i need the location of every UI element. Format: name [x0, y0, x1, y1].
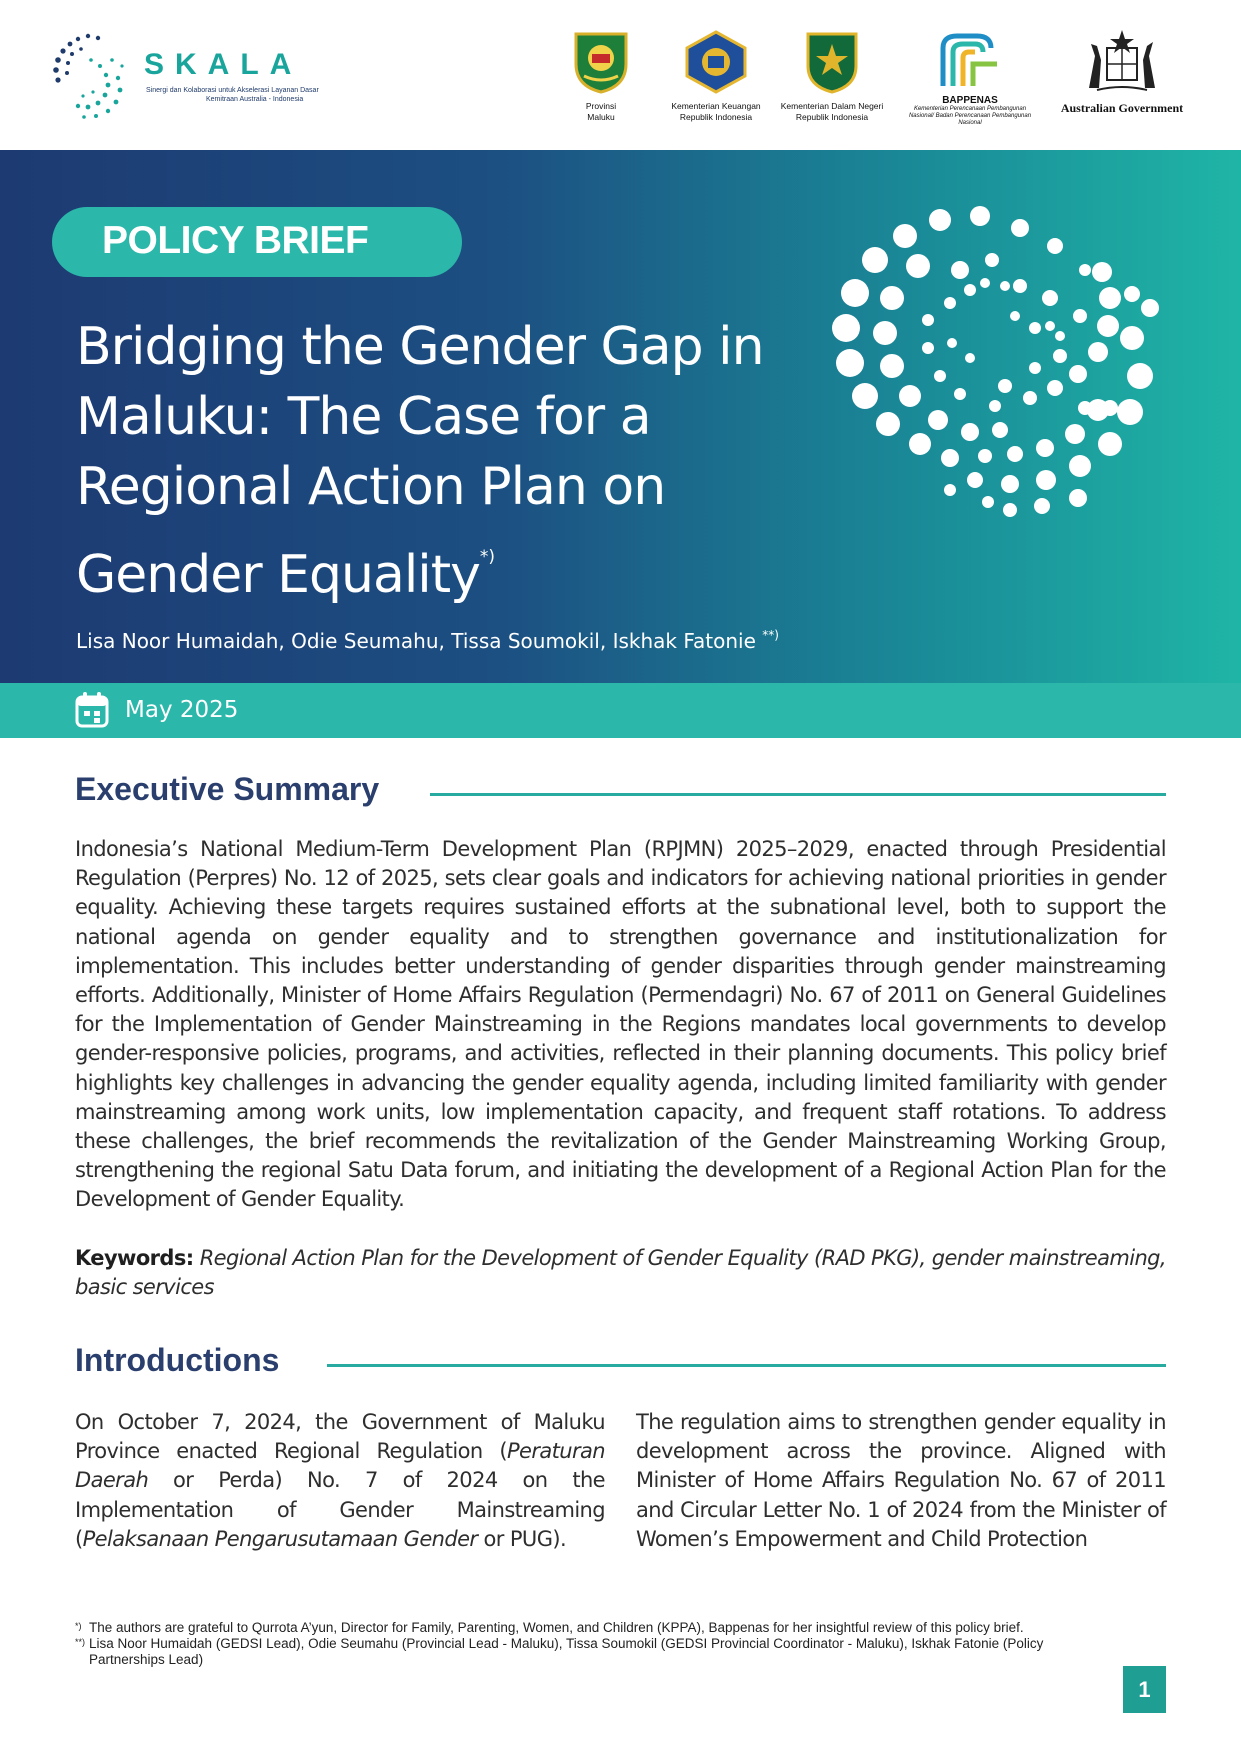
skala-spiral-icon	[48, 30, 138, 120]
footnote	[75, 1636, 1055, 1668]
skala-name: SKALA	[144, 48, 303, 81]
policy-brief-badge	[52, 207, 462, 277]
kemendagri-logo-line1: Kementerian Dalam Negeri	[780, 101, 884, 111]
intro-left-text-2: or Perda) No. 7 of 2024 on the Implementation of Gender Mainstreaming (	[75, 1468, 605, 1551]
footnote-text: The authors are grateful to Qurrota A’yun, Director for Family, Parenting, Women, and Children (KPPA), Bappenas for her insightful review of this policy brief.	[89, 1620, 1024, 1635]
kemenkeu-emblem-icon	[683, 30, 749, 94]
skala-partnership-text: Kemitraan Australia - Indonesia	[206, 96, 304, 103]
bappenas-logo-line2: Kementerian Perencanaan Pembangunan Nasional/ Badan Perencanaan Pembangunan Nasional	[908, 106, 1032, 126]
intro-left-text-1: On October 7, 2024, the Government of Maluku Province enacted Regional Regulation (	[75, 1410, 605, 1464]
maluku-logo-line2: Maluku	[587, 112, 615, 122]
executive-summary-divider	[430, 793, 1166, 796]
hero-banner	[0, 150, 1241, 683]
footnote-marker: **)	[75, 1637, 86, 1647]
keywords-label: Keywords:	[75, 1246, 194, 1270]
intro-left-text-3: or PUG).	[477, 1526, 567, 1551]
introductions-divider	[327, 1364, 1166, 1367]
introductions-right-column: The regulation aims to strengthen gender equality in development across the province. Aligned with Minister of Home Affairs Regulation No. 67 of 2011 and Circular Letter No. 1 of 2024 from the Minister of Women’s Empowerment and Child Protection	[636, 1410, 1166, 1551]
bappenas-emblem-icon	[937, 30, 1003, 90]
authors-text: Lisa Noor Humaidah, Odie Seumahu, Tissa Soumokil, Iskhak Fatonie	[76, 629, 756, 653]
keywords	[75, 1244, 1166, 1302]
bappenas-logo	[905, 30, 1035, 127]
australian-government-label: Australian Government	[1060, 101, 1184, 115]
kemendagri-emblem-icon	[802, 30, 862, 94]
publication-date: May 2025	[125, 697, 239, 723]
kemendagri-logo	[774, 30, 890, 123]
australia-coat-of-arms-icon	[1077, 26, 1167, 96]
header-logos	[0, 0, 1241, 150]
maluku-crest-icon	[572, 30, 630, 94]
page-title	[76, 312, 776, 610]
authors-footnote-marker: **)	[762, 628, 779, 642]
introductions-left-column	[75, 1408, 605, 1554]
title-footnote-marker: *)	[479, 547, 496, 567]
footnotes	[75, 1620, 1055, 1668]
page-title-text: Bridging the Gender Gap in Maluku: The Case for a Regional Action Plan on Gender Equality	[76, 317, 764, 605]
kemendagri-logo-line2: Republik Indonesia	[795, 112, 869, 122]
skala-tagline	[146, 86, 326, 104]
bappenas-logo-line1: BAPPENAS	[942, 95, 998, 106]
introductions-heading: Introductions	[75, 1342, 280, 1378]
maluku-logo	[566, 30, 636, 123]
skala-logo	[48, 30, 319, 125]
maluku-logo-line1: Provinsi	[585, 101, 617, 111]
decorative-dot-spiral	[810, 198, 1210, 598]
footnote-text: Lisa Noor Humaidah (GEDSI Lead), Odie Seumahu (Provincial Lead - Maluku), Tissa Soumokil (GEDSI Provincial Coordinator - Maluku), Iskhak Fatonie (Policy Partnerships Lead)	[89, 1636, 1044, 1667]
skala-tagline-text: Sinergi dan Kolaborasi untuk Akselerasi Layanan Dasar	[146, 87, 319, 94]
kemenkeu-logo	[658, 30, 774, 123]
keywords-text: Regional Action Plan for the Development of Gender Equality (RAD PKG), gender mainstreaming, basic services	[75, 1246, 1166, 1300]
footnote-marker: *)	[75, 1621, 82, 1631]
executive-summary-body: Indonesia’s National Medium-Term Development Plan (RPJMN) 2025–2029, enacted through Presidential Regulation (Perpres) No. 12 of 2025, sets clear goals and indicators for achieving national priorities in gender equality. Achieving these targets requires sustained efforts at the subnational level, both to support the national agenda on gender equality and to strengthen governance and institutionalization for implementation. This includes better understanding of gender disparities through gender mainstreaming efforts. Additionally, Minister of Home Affairs Regulation (Permendagri) No. 67 of 2011 on General Guidelines for the Implementation of Gender Mainstreaming in the Regions mandates local governments to develop gender-responsive policies, programs, and activities, reflected in their planning documents. This policy brief highlights key challenges in advancing the gender equality agenda, including limited familiarity with gender mainstreaming among work units, low implementation capacity, and frequent staff rotations. To address these challenges, the brief recommends the revitalization of the Gender Mainstreaming Working Group, strengthening the regional Satu Data forum, and initiating the development of a Regional Action Plan for the Development of Gender Equality.	[75, 837, 1166, 1212]
kemenkeu-logo-line1: Kementerian Keuangan	[671, 101, 761, 111]
footnote	[75, 1620, 1055, 1636]
intro-left-italic-1: Peraturan Daerah	[75, 1439, 605, 1493]
calendar-icon	[74, 691, 110, 729]
page-number: 1	[1123, 1666, 1166, 1713]
authors	[76, 628, 779, 653]
date-bar	[0, 683, 1241, 738]
australian-government-logo	[1052, 26, 1192, 114]
executive-summary-heading: Executive Summary	[75, 771, 380, 807]
policy-brief-label: POLICY BRIEF	[102, 219, 369, 262]
kemenkeu-logo-line2: Republik Indonesia	[679, 112, 753, 122]
intro-left-italic-2: Pelaksanaan Pengarusutamaan Gender	[82, 1526, 478, 1551]
